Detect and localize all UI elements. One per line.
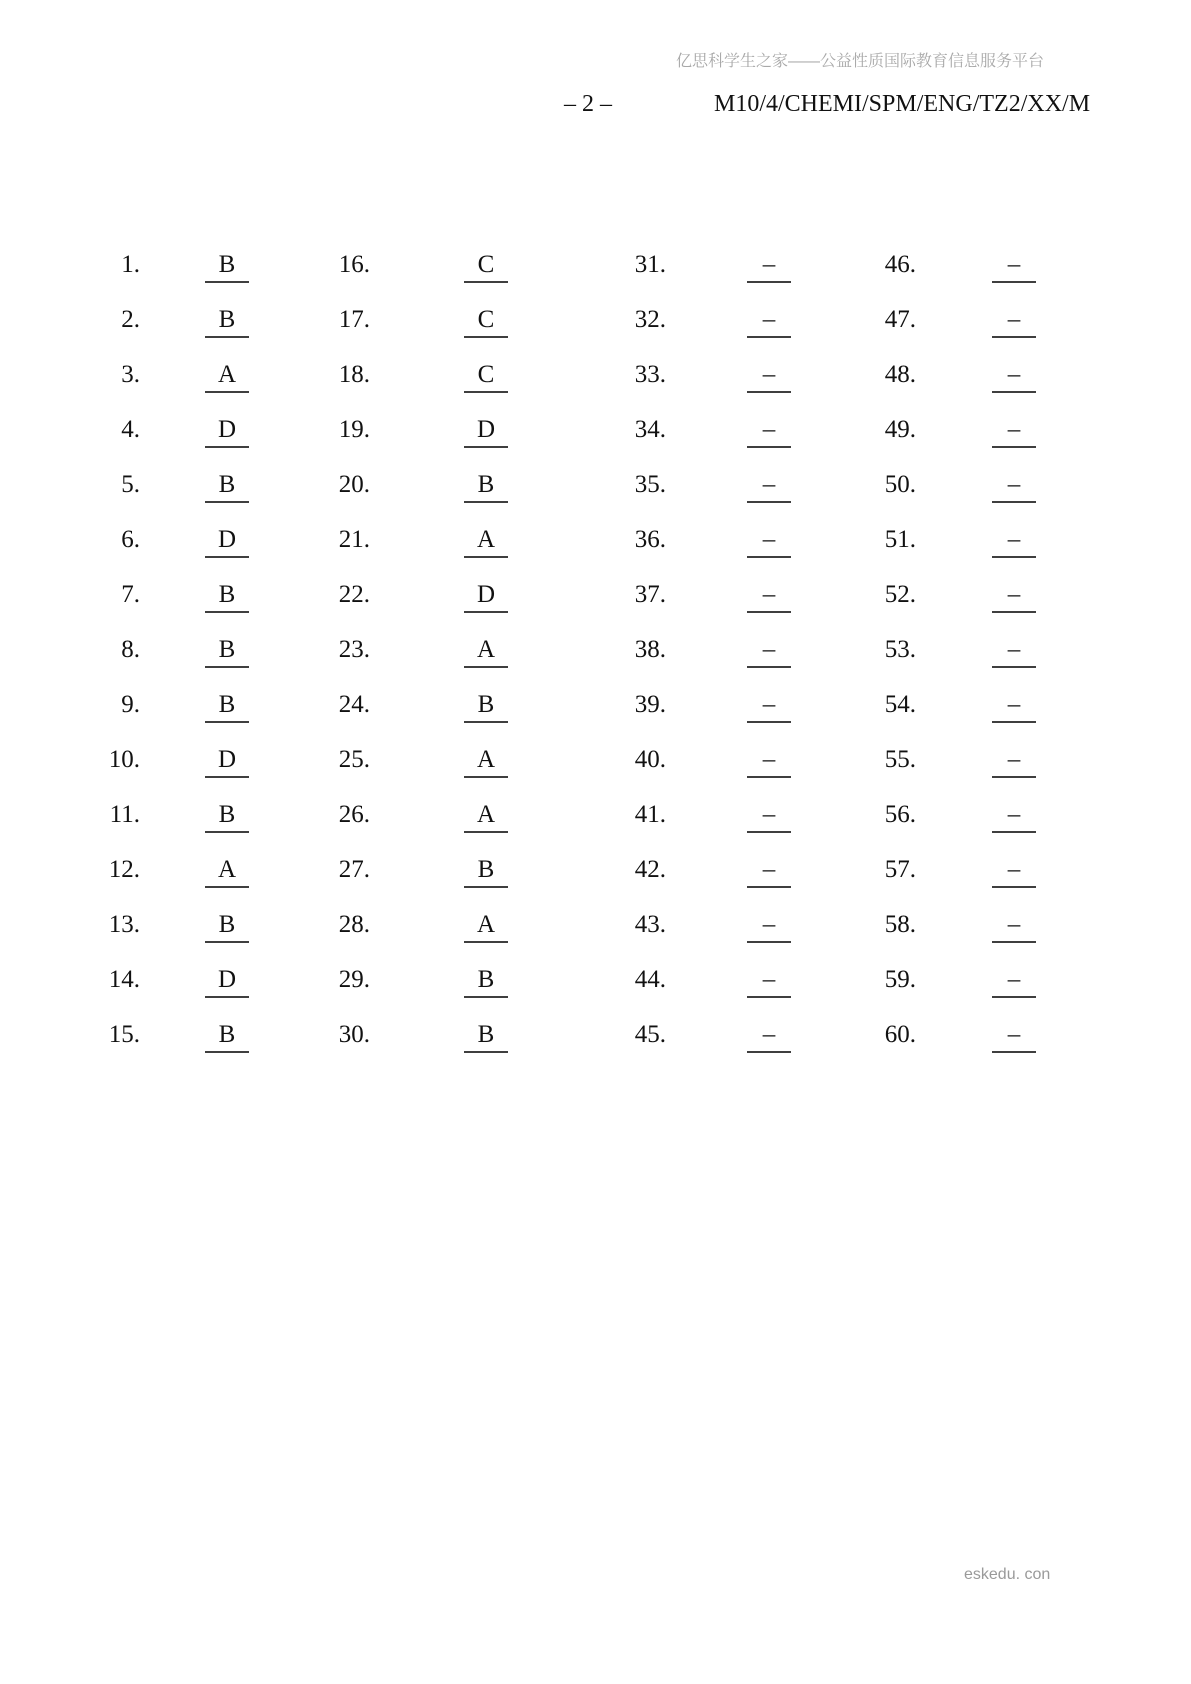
answer-blank: – — [992, 358, 1036, 393]
answer-blank: – — [747, 908, 791, 943]
answer-blank: A — [464, 633, 508, 668]
question-number: 47. — [884, 306, 916, 333]
question-number: 4. — [121, 416, 140, 443]
question-number: 58. — [884, 911, 916, 938]
question-number: 16. — [338, 251, 370, 278]
question-number: 1. — [121, 251, 140, 278]
question-number: 57. — [884, 856, 916, 883]
answer-blank: D — [205, 413, 249, 448]
answer-blank: B — [464, 1018, 508, 1053]
question-number: 8. — [121, 636, 140, 663]
question-number: 39. — [634, 691, 666, 718]
question-number: 7. — [121, 581, 140, 608]
answer-blank: C — [464, 248, 508, 283]
answer-blank: C — [464, 358, 508, 393]
answer-row — [0, 908, 1191, 963]
answer-blank: – — [747, 248, 791, 283]
question-number: 17. — [338, 306, 370, 333]
answer-blank: B — [205, 578, 249, 613]
answer-blank: – — [992, 1018, 1036, 1053]
answer-blank: – — [747, 1018, 791, 1053]
answer-blank: A — [464, 798, 508, 833]
paper-code: M10/4/CHEMI/SPM/ENG/TZ2/XX/M — [714, 91, 1091, 117]
answer-blank: B — [464, 688, 508, 723]
question-number: 43. — [634, 911, 666, 938]
question-number: 51. — [884, 526, 916, 553]
question-number: 54. — [884, 691, 916, 718]
answer-blank: D — [205, 963, 249, 998]
question-number: 31. — [634, 251, 666, 278]
question-number: 10. — [108, 746, 140, 773]
answer-row — [0, 248, 1191, 303]
answer-row — [0, 853, 1191, 908]
answer-blank: B — [205, 248, 249, 283]
question-number: 42. — [634, 856, 666, 883]
question-number: 6. — [121, 526, 140, 553]
question-number: 56. — [884, 801, 916, 828]
answer-blank: – — [747, 303, 791, 338]
answer-blank: A — [464, 908, 508, 943]
answer-blank: B — [464, 853, 508, 888]
question-number: 46. — [884, 251, 916, 278]
answer-blank: – — [992, 413, 1036, 448]
question-number: 55. — [884, 746, 916, 773]
question-number: 50. — [884, 471, 916, 498]
answer-blank: D — [464, 413, 508, 448]
question-number: 27. — [338, 856, 370, 883]
question-number: 26. — [338, 801, 370, 828]
answer-row — [0, 963, 1191, 1018]
answer-blank: – — [992, 303, 1036, 338]
answer-blank: – — [992, 743, 1036, 778]
answer-blank: B — [205, 303, 249, 338]
answer-blank: – — [747, 688, 791, 723]
answer-row — [0, 578, 1191, 633]
answer-blank: B — [205, 468, 249, 503]
answer-blank: – — [747, 963, 791, 998]
answer-blank: B — [205, 633, 249, 668]
answer-blank: – — [747, 578, 791, 613]
question-number: 36. — [634, 526, 666, 553]
question-number: 41. — [634, 801, 666, 828]
answer-row — [0, 468, 1191, 523]
answer-row — [0, 633, 1191, 688]
answer-row — [0, 1018, 1191, 1073]
site-watermark-footer: eskedu. con — [964, 1566, 1051, 1583]
answer-blank: – — [992, 523, 1036, 558]
question-number: 18. — [338, 361, 370, 388]
question-number: 28. — [338, 911, 370, 938]
question-number: 9. — [121, 691, 140, 718]
question-number: 25. — [338, 746, 370, 773]
question-number: 49. — [884, 416, 916, 443]
answer-blank: – — [992, 963, 1036, 998]
answer-blank: – — [747, 358, 791, 393]
question-number: 34. — [634, 416, 666, 443]
answer-row — [0, 798, 1191, 853]
answer-blank: – — [747, 853, 791, 888]
answer-blank: D — [205, 743, 249, 778]
answer-blank: – — [992, 248, 1036, 283]
answer-blank: B — [464, 963, 508, 998]
question-number: 60. — [884, 1021, 916, 1048]
answer-row — [0, 413, 1191, 468]
answer-blank: – — [992, 798, 1036, 833]
answer-blank: A — [464, 523, 508, 558]
question-number: 20. — [338, 471, 370, 498]
question-number: 29. — [338, 966, 370, 993]
question-number: 45. — [634, 1021, 666, 1048]
question-number: 12. — [108, 856, 140, 883]
answer-blank: A — [205, 853, 249, 888]
question-number: 59. — [884, 966, 916, 993]
question-number: 22. — [338, 581, 370, 608]
question-number: 21. — [338, 526, 370, 553]
question-number: 5. — [121, 471, 140, 498]
question-number: 33. — [634, 361, 666, 388]
answer-key-grid — [0, 248, 1191, 1073]
answer-blank: – — [747, 798, 791, 833]
question-number: 13. — [108, 911, 140, 938]
answer-blank: – — [992, 578, 1036, 613]
question-number: 3. — [121, 361, 140, 388]
answer-blank: – — [747, 468, 791, 503]
answer-blank: – — [992, 908, 1036, 943]
question-number: 2. — [121, 306, 140, 333]
question-number: 52. — [884, 581, 916, 608]
answer-blank: B — [205, 688, 249, 723]
site-watermark-header: 亿思科学生之家——公益性质国际教育信息服务平台 — [676, 53, 1045, 70]
answer-blank: B — [205, 1018, 249, 1053]
answer-blank: – — [992, 468, 1036, 503]
answer-blank: B — [205, 798, 249, 833]
answer-blank: D — [205, 523, 249, 558]
answer-row — [0, 303, 1191, 358]
question-number: 11. — [109, 801, 140, 828]
question-number: 30. — [338, 1021, 370, 1048]
question-number: 35. — [634, 471, 666, 498]
answer-row — [0, 358, 1191, 413]
question-number: 32. — [634, 306, 666, 333]
answer-blank: – — [747, 523, 791, 558]
answer-blank: – — [747, 633, 791, 668]
answer-row — [0, 743, 1191, 798]
question-number: 44. — [634, 966, 666, 993]
answer-blank: – — [992, 853, 1036, 888]
answer-blank: – — [992, 633, 1036, 668]
answer-blank: A — [205, 358, 249, 393]
answer-blank: – — [992, 688, 1036, 723]
question-number: 53. — [884, 636, 916, 663]
answer-blank: D — [464, 578, 508, 613]
question-number: 37. — [634, 581, 666, 608]
question-number: 14. — [108, 966, 140, 993]
answer-row — [0, 688, 1191, 743]
question-number: 23. — [338, 636, 370, 663]
question-number: 48. — [884, 361, 916, 388]
question-number: 38. — [634, 636, 666, 663]
question-number: 19. — [338, 416, 370, 443]
answer-blank: – — [747, 413, 791, 448]
page-number: – 2 – — [564, 91, 612, 117]
answer-blank: B — [205, 908, 249, 943]
answer-blank: A — [464, 743, 508, 778]
answer-blank: B — [464, 468, 508, 503]
question-number: 40. — [634, 746, 666, 773]
answer-row — [0, 523, 1191, 578]
answer-blank: – — [747, 743, 791, 778]
answer-blank: C — [464, 303, 508, 338]
question-number: 15. — [108, 1021, 140, 1048]
question-number: 24. — [338, 691, 370, 718]
